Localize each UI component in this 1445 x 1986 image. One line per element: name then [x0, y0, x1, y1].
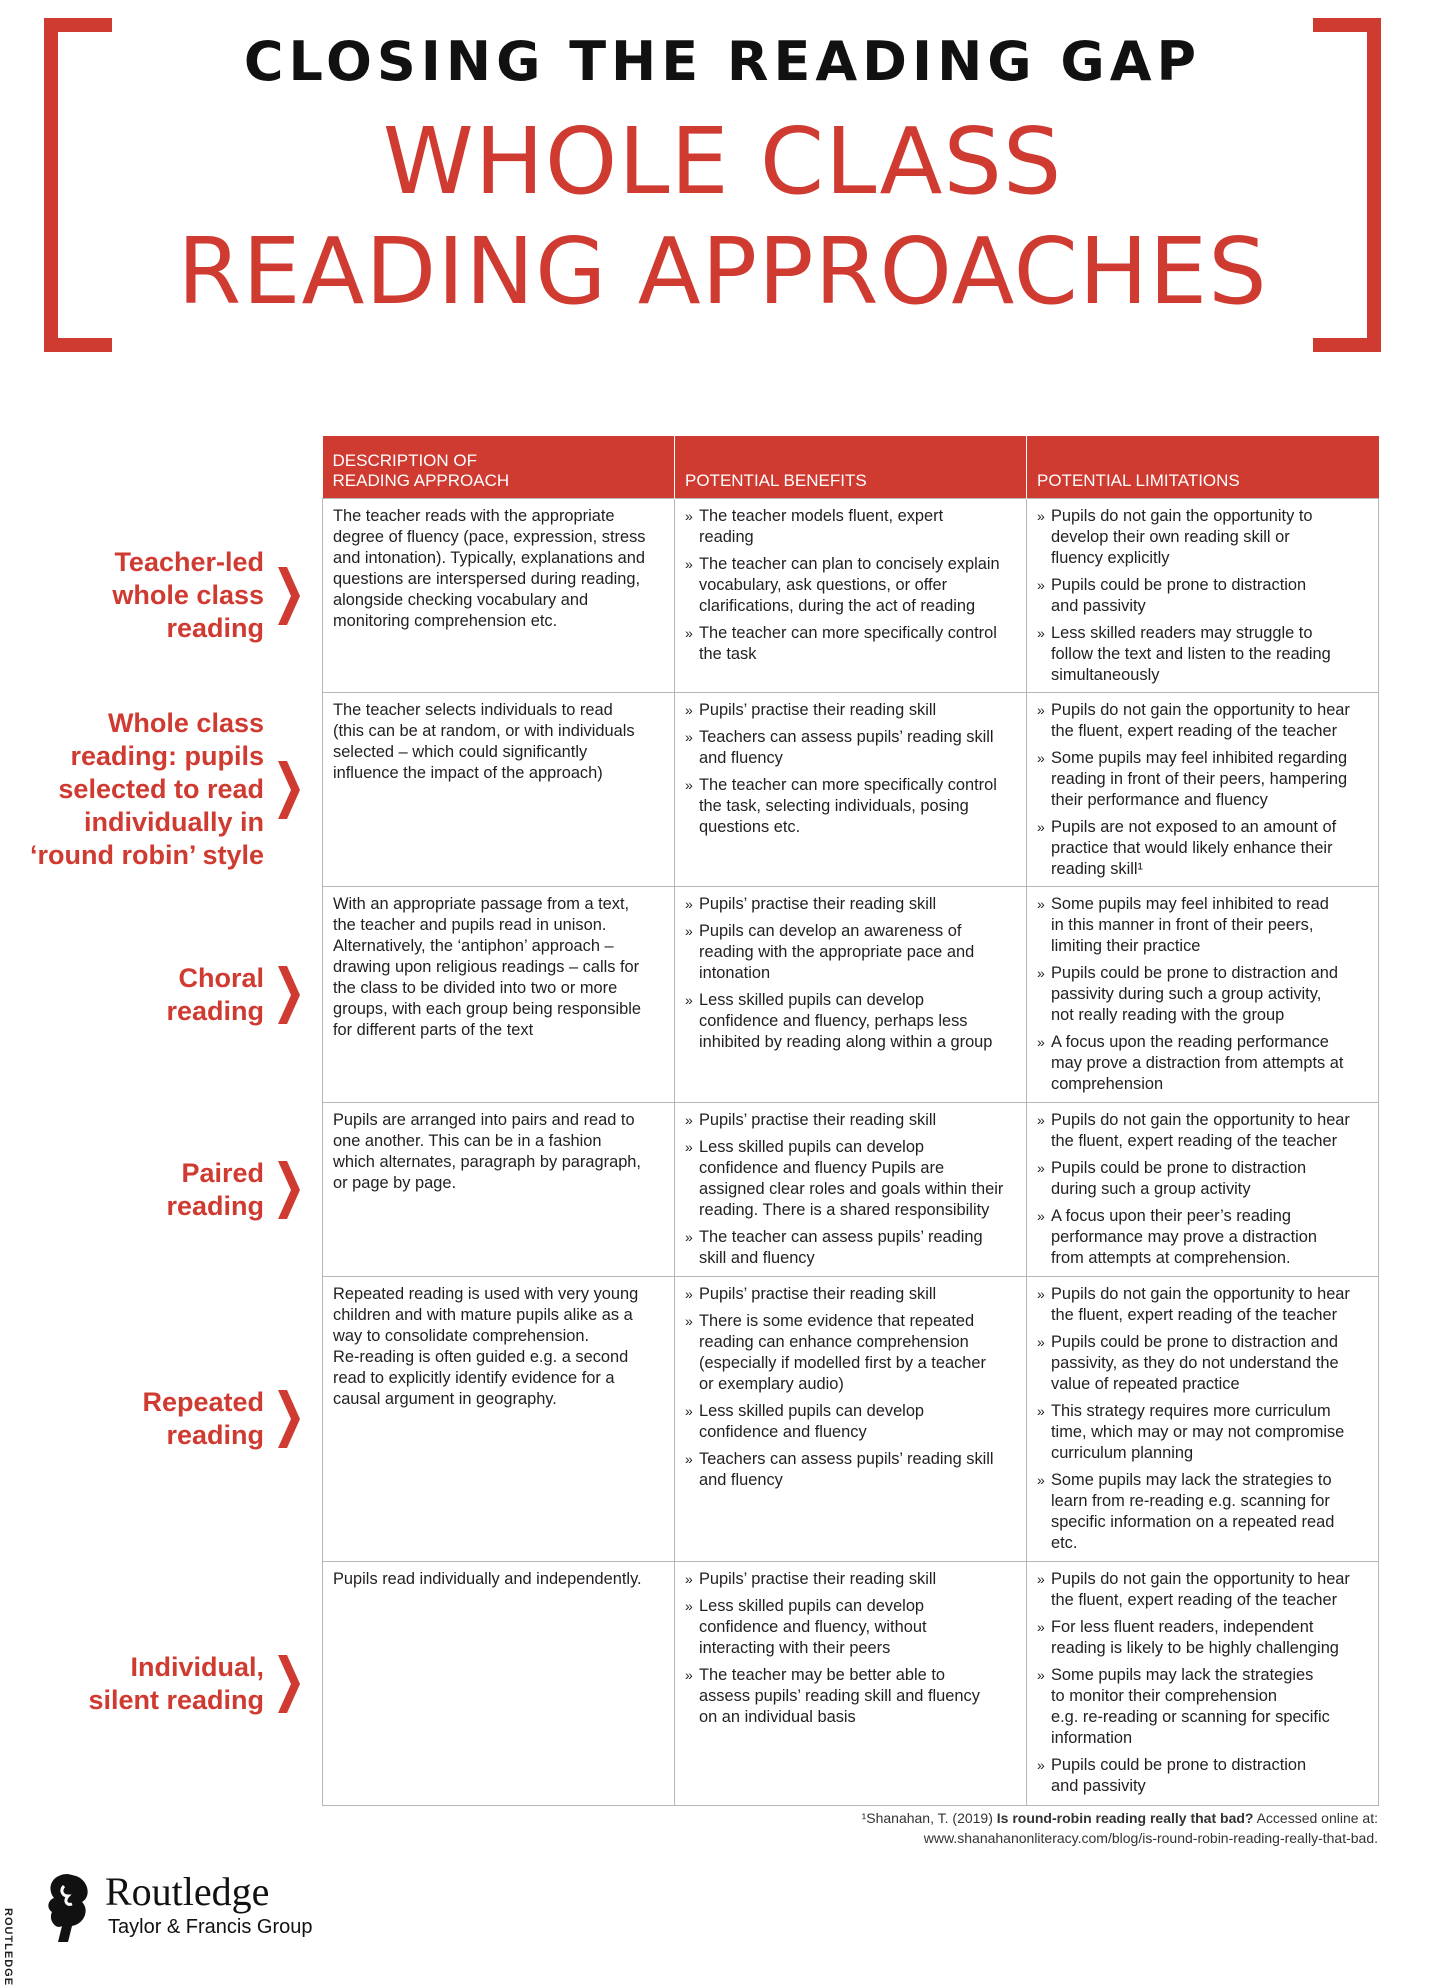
- limitation-item: » Pupils do not gain the opportunity to hear the fluent, expert reading of the teacher: [1037, 700, 1371, 742]
- row-label-text: Choral reading: [166, 962, 264, 1026]
- table-row: [323, 887, 1379, 1103]
- limitation-item: » A focus upon their peer’s reading performance may prove a distraction from attempts at comprehension.: [1037, 1206, 1371, 1269]
- benefit-item: » Less skilled pupils can develop confidence and fluency, perhaps less inhibited by reading along within a group: [685, 990, 1019, 1053]
- benefit-item: » The teacher can assess pupils’ reading skill and fluency: [685, 1227, 1019, 1269]
- footnote-prefix: ¹Shanahan, T. (2019): [861, 1810, 997, 1826]
- footnote: [862, 1808, 1378, 1848]
- limitations-cell: [1027, 693, 1379, 887]
- brand-subtitle: Taylor & Francis Group: [108, 1916, 313, 1938]
- benefit-item: » Pupils’ practise their reading skill: [685, 700, 1019, 721]
- chevron-right-icon: [278, 966, 300, 1024]
- limitations-cell: [1027, 1103, 1379, 1277]
- benefit-item: » Pupils’ practise their reading skill: [685, 1110, 1019, 1131]
- description-text: Pupils are arranged into pairs and read to one another. This can be in a fashion which alternates, paragraph by paragraph, or page by page.: [333, 1111, 641, 1192]
- footnote-article-title: Is round-robin reading really that bad?: [996, 1810, 1254, 1826]
- benefit-item: » The teacher models fluent, expert reading: [685, 506, 1019, 548]
- limitations-list: [1037, 506, 1371, 686]
- header-benefits: POTENTIAL BENEFITS: [675, 436, 1027, 499]
- limitation-item: » Some pupils may feel inhibited to read in this manner in front of their peers, limiting their practice: [1037, 894, 1371, 957]
- benefit-item: » Less skilled pupils can develop confidence and fluency Pupils are assigned clear roles and goals within their reading. There is a shared responsibility: [685, 1137, 1019, 1221]
- description-text: Repeated reading is used with very young children and with mature pupils alike as a way to consolidate comprehension. Re-reading is often guided e.g. a second read to explicitly identify evidence for a causal argument in geography.: [333, 1285, 639, 1408]
- row-label-text: Individual, silent reading: [88, 1651, 264, 1715]
- limitation-item: » Pupils do not gain the opportunity to hear the fluent, expert reading of the teacher: [1037, 1569, 1371, 1611]
- description-text: The teacher reads with the appropriate degree of fluency (pace, expression, stress and intonation). Typically, explanations and questions are interspersed during reading, alongside checking vocabulary and monitoring comprehension etc.: [333, 507, 646, 630]
- chevron-right-icon: [278, 1161, 300, 1219]
- description-text: With an appropriate passage from a text, the teacher and pupils read in unison. Alternatively, the ‘antiphon’ approach – drawing upon religious readings – calls for the class to be divided into two or more groups, with each group being responsible for different parts of the text: [333, 895, 641, 1039]
- limitation-item: » Pupils could be prone to distraction and passivity: [1037, 1755, 1371, 1797]
- limitations-cell: [1027, 1277, 1379, 1562]
- limitation-item: » Less skilled readers may struggle to follow the text and listen to the reading simultaneously: [1037, 623, 1371, 686]
- table-row: [323, 499, 1379, 693]
- benefits-list: [685, 1569, 1019, 1728]
- footnote-suffix: Accessed online at:: [1253, 1810, 1378, 1826]
- table-row: [323, 693, 1379, 887]
- row-label: [0, 693, 300, 887]
- row-label: [0, 1103, 300, 1277]
- kicker-title: CLOSING THE READING GAP: [243, 30, 1202, 93]
- limitation-item: » Pupils could be prone to distraction during such a group activity: [1037, 1158, 1371, 1200]
- limitations-list: [1037, 894, 1371, 1095]
- benefits-cell: [675, 1103, 1027, 1277]
- benefits-cell: [675, 693, 1027, 887]
- description-cell: [323, 1103, 675, 1277]
- benefits-list: [685, 700, 1019, 838]
- limitation-item: » Some pupils may feel inhibited regarding reading in front of their peers, hampering their performance and fluency: [1037, 748, 1371, 811]
- row-label-text: Teacher-led whole class reading: [112, 547, 264, 643]
- benefits-cell: [675, 1562, 1027, 1806]
- limitations-cell: [1027, 887, 1379, 1103]
- description-cell: [323, 887, 675, 1103]
- limitations-list: [1037, 700, 1371, 880]
- limitation-item: » A focus upon the reading performance may prove a distraction from attempts at comprehension: [1037, 1032, 1371, 1095]
- row-label-text: Whole class reading: pupils selected to read individually in ‘round robin’ style: [29, 708, 264, 870]
- page-title-line-2: READING APPROACHES: [177, 218, 1268, 325]
- chevron-right-icon: [278, 761, 300, 819]
- limitation-item: » This strategy requires more curriculum time, which may or may not compromise curriculum planning: [1037, 1401, 1371, 1464]
- benefit-item: » The teacher can more specifically control the task, selecting individuals, posing questions etc.: [685, 775, 1019, 838]
- table-row: [323, 1103, 1379, 1277]
- routledge-logo-icon: [38, 1870, 98, 1946]
- limitation-item: » Pupils do not gain the opportunity to hear the fluent, expert reading of the teacher: [1037, 1110, 1371, 1152]
- description-text: Pupils read individually and independently.: [333, 1570, 642, 1588]
- row-label: [0, 499, 300, 693]
- description-cell: [323, 693, 675, 887]
- limitation-item: » Pupils could be prone to distraction and passivity during such a group activity, not really reading with the group: [1037, 963, 1371, 1026]
- benefit-item: » Teachers can assess pupils’ reading skill and fluency: [685, 1449, 1019, 1491]
- benefit-item: » Pupils’ practise their reading skill: [685, 1284, 1019, 1305]
- limitation-item: » Pupils do not gain the opportunity to develop their own reading skill or fluency explicitly: [1037, 506, 1371, 569]
- limitation-item: » Pupils do not gain the opportunity to hear the fluent, expert reading of the teacher: [1037, 1284, 1371, 1326]
- brand-name: Routledge: [105, 1869, 270, 1914]
- page-title-line-1: WHOLE CLASS: [382, 108, 1063, 215]
- table-header-row: [323, 436, 1379, 499]
- limitation-item: » For less fluent readers, independent reading is likely to be highly challenging: [1037, 1617, 1371, 1659]
- benefits-list: [685, 1284, 1019, 1491]
- description-cell: [323, 499, 675, 693]
- benefit-item: » Less skilled pupils can develop confidence and fluency: [685, 1401, 1019, 1443]
- benefit-item: » Teachers can assess pupils’ reading skill and fluency: [685, 727, 1019, 769]
- limitation-item: » Pupils could be prone to distraction and passivity, as they do not understand the value of repeated practice: [1037, 1332, 1371, 1395]
- row-label: [0, 1277, 300, 1562]
- limitation-item: » Pupils could be prone to distraction and passivity: [1037, 575, 1371, 617]
- benefits-cell: [675, 1277, 1027, 1562]
- limitation-item: » Some pupils may lack the strategies to monitor their comprehension e.g. re-reading or scanning for specific information: [1037, 1665, 1371, 1749]
- row-label-text: Repeated reading: [142, 1387, 264, 1450]
- row-label: [0, 887, 300, 1103]
- chevron-right-icon: [278, 567, 300, 625]
- chevron-right-icon: [278, 1390, 300, 1448]
- benefit-item: » Less skilled pupils can develop confidence and fluency, without interacting with their peers: [685, 1596, 1019, 1659]
- table-row: [323, 1562, 1379, 1806]
- limitations-cell: [1027, 499, 1379, 693]
- benefits-list: [685, 894, 1019, 1053]
- header-description: DESCRIPTION OF READING APPROACH: [323, 436, 675, 499]
- chevron-right-icon: [278, 1655, 300, 1713]
- benefit-item: » The teacher can more specifically control the task: [685, 623, 1019, 665]
- benefits-list: [685, 506, 1019, 665]
- benefit-item: » Pupils’ practise their reading skill: [685, 894, 1019, 915]
- benefit-item: » Pupils can develop an awareness of reading with the appropriate pace and intonation: [685, 921, 1019, 984]
- table-row: [323, 1277, 1379, 1562]
- brand-vertical-text: ROUTLEDGE: [2, 1908, 14, 1986]
- description-cell: [323, 1277, 675, 1562]
- limitation-item: » Pupils are not exposed to an amount of practice that would likely enhance their reading skill¹: [1037, 817, 1371, 880]
- limitations-list: [1037, 1284, 1371, 1554]
- limitations-list: [1037, 1569, 1371, 1797]
- benefit-item: » The teacher may be better able to assess pupils’ reading skill and fluency on an individual basis: [685, 1665, 1019, 1728]
- header-limitations: POTENTIAL LIMITATIONS: [1027, 436, 1379, 499]
- benefits-list: [685, 1110, 1019, 1269]
- table-body: [323, 499, 1379, 1806]
- benefit-item: » The teacher can plan to concisely explain vocabulary, ask questions, or offer clarifications, during the act of reading: [685, 554, 1019, 617]
- benefit-item: » There is some evidence that repeated reading can enhance comprehension (especially if modelled first by a teacher or exemplary audio): [685, 1311, 1019, 1395]
- benefits-cell: [675, 499, 1027, 693]
- approaches-table: [322, 436, 1379, 1806]
- row-label-text: Paired reading: [166, 1157, 264, 1221]
- benefits-cell: [675, 887, 1027, 1103]
- limitations-list: [1037, 1110, 1371, 1269]
- footnote-url: www.shanahanonliteracy.com/blog/is-round-robin-reading-really-that-bad.: [923, 1830, 1378, 1846]
- row-label: [0, 1562, 300, 1806]
- description-text: The teacher selects individuals to read (this can be at random, or with individuals selected – which could significantly influence the impact of the approach): [333, 701, 635, 782]
- benefit-item: » Pupils’ practise their reading skill: [685, 1569, 1019, 1590]
- description-cell: [323, 1562, 675, 1806]
- limitations-cell: [1027, 1562, 1379, 1806]
- limitation-item: » Some pupils may lack the strategies to learn from re-reading e.g. scanning for specific information on a repeated read etc.: [1037, 1470, 1371, 1554]
